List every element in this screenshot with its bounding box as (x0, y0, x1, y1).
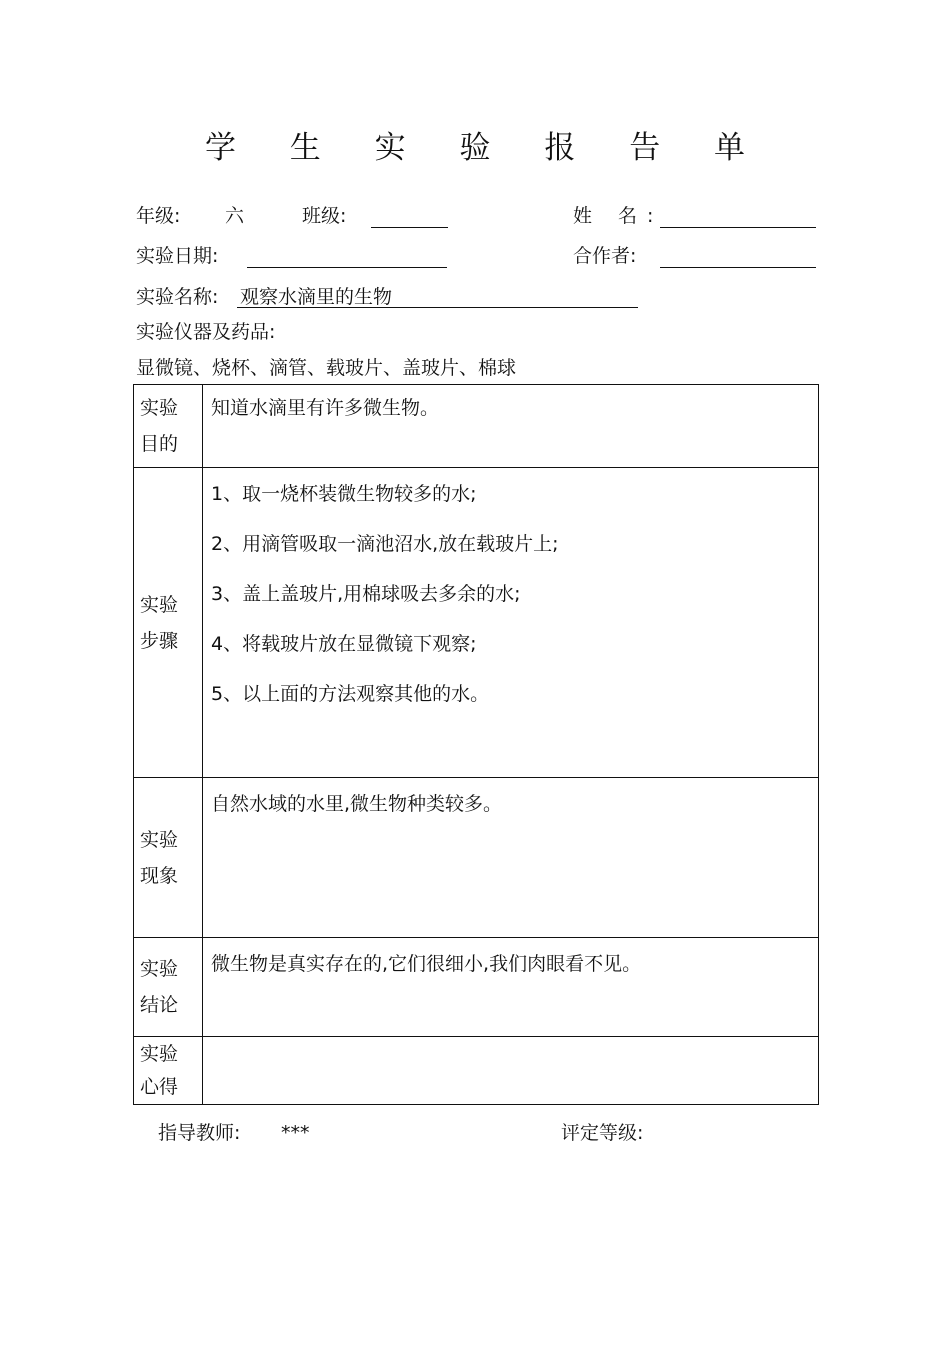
reflection-label (134, 1037, 203, 1105)
class-label: 班级: (302, 205, 347, 227)
reflection-label-line2: 心得 (140, 1075, 179, 1098)
date-field[interactable] (247, 267, 447, 268)
step-item: 5、以上面的方法观察其他的水。 (211, 683, 490, 705)
partner-field[interactable] (660, 267, 816, 268)
phenomenon-label (134, 778, 203, 938)
conclusion-row (134, 938, 819, 1037)
experiment-name-value: 观察水滴里的生物 (240, 286, 393, 308)
purpose-content[interactable]: 知道水滴里有许多微生物。 (203, 385, 819, 468)
experiment-name-underline (237, 307, 638, 308)
reflection-content[interactable] (203, 1037, 819, 1105)
purpose-label (134, 385, 203, 468)
step-item: 3、盖上盖玻片,用棉球吸去多余的水; (211, 583, 521, 605)
equipment-label: 实验仪器及药品: (136, 321, 276, 343)
steps-label-line1: 实验 (140, 593, 179, 616)
name-label: 姓 名: (573, 205, 664, 227)
steps-label (134, 468, 203, 778)
step-item: 2、用滴管吸取一滴池沼水,放在载玻片上; (211, 533, 559, 555)
phenomenon-row (134, 778, 819, 938)
equipment-value: 显微镜、烧杯、滴管、载玻片、盖玻片、棉球 (136, 357, 517, 379)
conclusion-label-line1: 实验 (140, 958, 179, 980)
conclusion-label (134, 938, 203, 1037)
purpose-label-line2: 目的 (140, 433, 179, 455)
teacher-label: 指导教师: (158, 1122, 241, 1144)
reflection-row (134, 1037, 819, 1105)
reflection-label-line1: 实验 (140, 1042, 179, 1065)
partner-label: 合作者: (573, 245, 637, 267)
step-item: 1、取一烧杯装微生物较多的水; (211, 483, 477, 505)
steps-row (134, 468, 819, 778)
grade-value: 六 (225, 205, 245, 227)
evaluation-grade-label: 评定等级: (561, 1122, 644, 1144)
conclusion-label-line2: 结论 (140, 994, 179, 1016)
purpose-label-line1: 实验 (140, 397, 179, 419)
steps-label-line2: 步骤 (140, 629, 179, 652)
page-title: 学 生 实 验 报 告 单 (204, 130, 768, 166)
report-table (133, 384, 819, 1105)
experiment-name-label: 实验名称: (136, 286, 219, 308)
phenomenon-label-line1: 实验 (140, 828, 179, 851)
phenomenon-label-line2: 现象 (140, 864, 179, 887)
teacher-value: *** (281, 1122, 310, 1144)
phenomenon-content[interactable]: 自然水域的水里,微生物种类较多。 (203, 778, 819, 938)
grade-label: 年级: (136, 205, 181, 227)
purpose-row (134, 385, 819, 468)
steps-content[interactable] (203, 468, 819, 778)
step-item: 4、将载玻片放在显微镜下观察; (211, 633, 477, 655)
conclusion-content[interactable]: 微生物是真实存在的,它们很细小,我们肉眼看不见。 (203, 938, 819, 1037)
name-field[interactable] (660, 227, 816, 228)
class-field[interactable] (371, 227, 448, 228)
date-label: 实验日期: (136, 245, 219, 267)
